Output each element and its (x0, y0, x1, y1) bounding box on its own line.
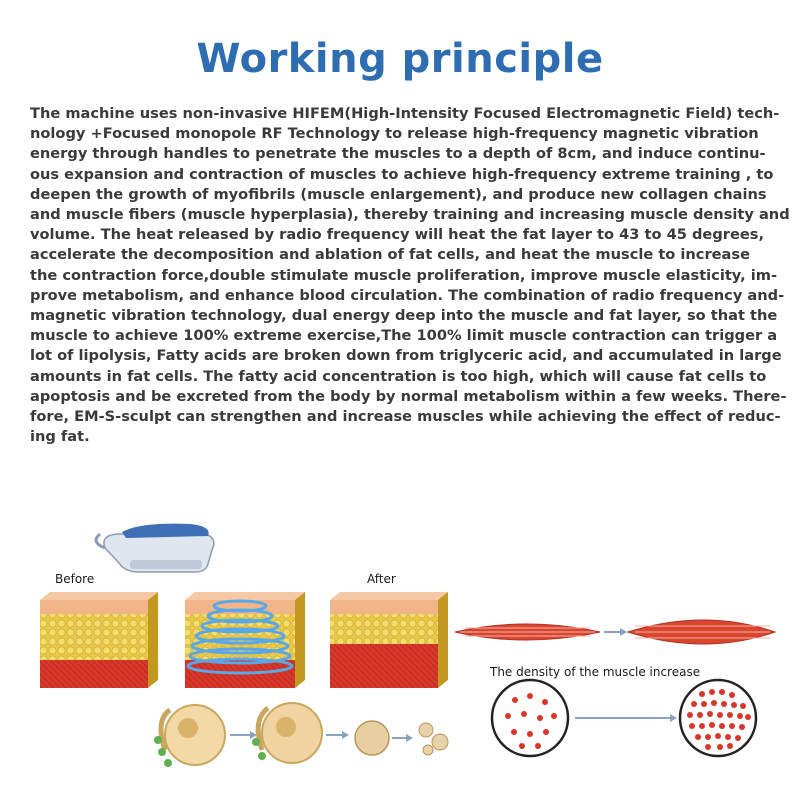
description-line: fore, EM-S-sculpt can strengthen and increase muscles while achieving the effect of reduc- (30, 408, 781, 426)
after-label: After (367, 572, 396, 586)
muscle-density-caption: The density of the muscle increase (490, 665, 701, 679)
description-line: muscle to achieve 100% extreme exercise,The 100% limit muscle contraction can trigger a (30, 327, 778, 345)
illustration-svg (30, 520, 780, 785)
description-line: lot of lipolysis, Fatty acids are broken down from triglyceric acid, and accumulated in large (30, 347, 782, 365)
description-line: and muscle fibers (muscle hyperplasia), thereby training and increasing muscle density and (30, 206, 790, 224)
muscle-density-before (492, 680, 568, 756)
page-title: Working principle (196, 36, 604, 82)
description-line: prove metabolism, and enhance blood circulation. The combination of radio frequency and- (30, 286, 785, 304)
description-paragraph (30, 104, 790, 447)
description-line: the contraction force,double stimulate muscle proliferation, improve muscle elasticity, im- (30, 266, 778, 284)
description-line: amounts in fat cells. The fatty acid concentration is too high, which will cause fat cells to (30, 367, 767, 385)
before-label: Before (55, 572, 95, 586)
description-line: ing fat. (30, 428, 90, 446)
description-line: The machine uses non-invasive HIFEM(High-Intensity Focused Electromagnetic Field) tech- (30, 105, 780, 122)
arrow-right-icon (575, 714, 677, 722)
description-line: magnetic vibration technology, dual energy deep into the muscle and fat layer, so that the (30, 307, 778, 325)
after-tissue-block (330, 592, 448, 688)
description-line: accelerate the decomposition and ablation of fat cells, and heat the muscle to increase (30, 246, 750, 264)
fat-cell-apoptosis-sequence (154, 703, 448, 767)
description-line: ous expansion and contraction of muscles to achieve high-frequency extreme training , to (30, 165, 774, 183)
description-line: deepen the growth of myofibrils (muscle enlargement), and produce new collagen chains (30, 185, 767, 203)
before-tissue-block (40, 592, 158, 688)
muscle-fiber-after (628, 620, 775, 644)
working-principle-illustration (30, 520, 780, 785)
description-line: energy through handles to penetrate the muscles to a depth of 8cm, and induce continu- (30, 145, 766, 163)
arrow-right-icon (604, 628, 627, 636)
description-line: apoptosis and be excreted from the body by normal metabolism within a few weeks. There- (30, 387, 787, 405)
description-line: volume. The heat released by radio frequency will heat the fat layer to 43 to 45 degrees, (30, 226, 764, 244)
muscle-density-after (680, 680, 756, 756)
muscle-fiber-before (455, 624, 600, 640)
description-line: nology +Focused monopole RF Technology to release high-frequency magnetic vibration (30, 125, 759, 143)
device-handle-icon (96, 524, 214, 572)
